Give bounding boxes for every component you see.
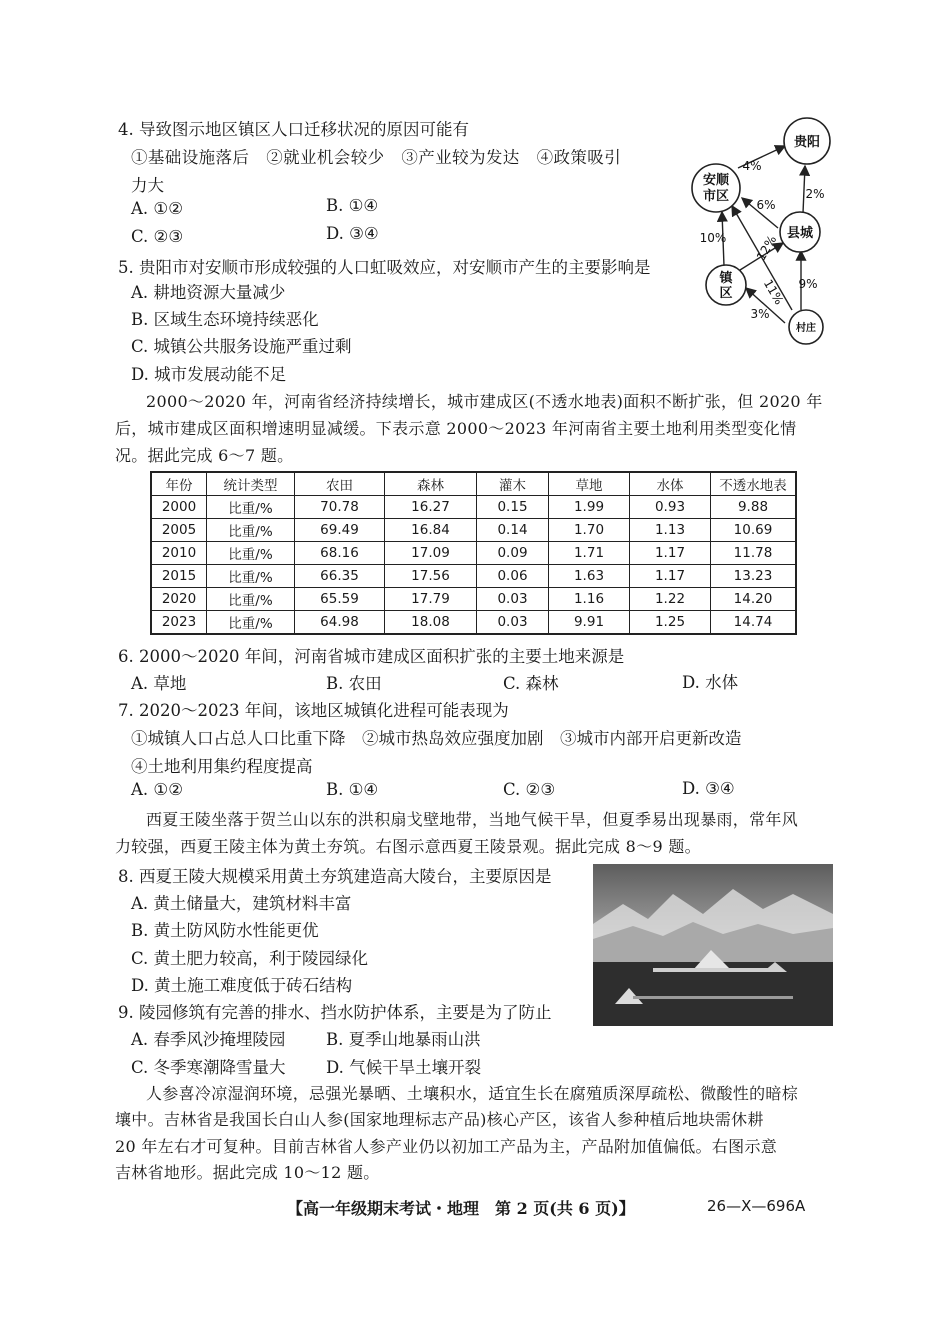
q5-option-a: A. 耕地资源大量减少 — [131, 283, 286, 302]
label-cunzhuang: 村庄 — [796, 323, 816, 334]
table-cell: 69.49 — [295, 519, 385, 542]
page-footer-title: 【高一年级期末考试・地理 第 2 页(共 6 页)】 — [287, 1199, 635, 1218]
table-cell: 14.74 — [711, 611, 797, 635]
table-cell: 比重/% — [207, 496, 295, 519]
table-header: 森林 — [385, 472, 477, 496]
q8-stem: 8. 西夏王陵大规模采用黄土夯筑建造高大陵台，主要原因是 — [118, 867, 552, 886]
table-cell: 1.63 — [549, 565, 630, 588]
q9-option-b: B. 夏季山地暴雨山洪 — [326, 1030, 481, 1049]
table-cell: 1.17 — [630, 542, 711, 565]
table-cell: 2023 — [151, 611, 207, 635]
table-cell: 2000 — [151, 496, 207, 519]
table-cell: 1.22 — [630, 588, 711, 611]
exam-code: 26—X—696A — [707, 1197, 806, 1215]
q5-option-d: D. 城市发展动能不足 — [131, 365, 287, 384]
q7-options-line1: ①城镇人口占总人口比重下降 ②城市热岛效应强度加剧 ③城市内部开启更新改造 — [131, 729, 742, 748]
q6-option-b: B. 农田 — [326, 674, 382, 693]
table-cell: 比重/% — [207, 542, 295, 565]
table-row — [151, 542, 796, 565]
q9-option-a: A. 春季风沙掩埋陵园 — [131, 1030, 286, 1049]
table-cell: 9.91 — [549, 611, 630, 635]
table-cell: 17.79 — [385, 588, 477, 611]
table-cell: 17.09 — [385, 542, 477, 565]
q6-stem: 6. 2000～2020 年间，河南省城市建成区面积扩张的主要土地来源是 — [118, 647, 625, 666]
table-cell: 0.03 — [477, 611, 549, 635]
q4-option-d: D. ③④ — [326, 224, 379, 243]
label-anshun-2: 市区 — [702, 189, 730, 204]
table-cell: 比重/% — [207, 588, 295, 611]
table-cell: 11.78 — [711, 542, 797, 565]
q8-option-d: D. 黄土施工难度低于砖石结构 — [131, 976, 353, 995]
q5-stem: 5. 贵阳市对安顺市形成较强的人口虹吸效应，对安顺市产生的主要影响是 — [118, 258, 651, 277]
q7-option-c: C. ②③ — [503, 780, 556, 799]
table-cell: 13.23 — [711, 565, 797, 588]
q9-stem: 9. 陵园修筑有完善的排水、挡水防护体系，主要是为了防止 — [118, 1003, 552, 1022]
pct-zhen-xiancheng: 11% — [760, 276, 787, 308]
table-cell: 2015 — [151, 565, 207, 588]
table-cell: 0.93 — [630, 496, 711, 519]
passage3-line3: 20 年左右才可复种。目前吉林省人参产业仍以初加工产品为主，产品附加值偏低。右图示意 — [115, 1137, 778, 1156]
table-cell: 比重/% — [207, 565, 295, 588]
q4-stem: 4. 导致图示地区镇区人口迁移状况的原因可能有 — [118, 120, 469, 139]
q4-options-line2: 力大 — [131, 176, 164, 195]
label-guiyang: 贵阳 — [793, 135, 821, 150]
table-cell: 0.09 — [477, 542, 549, 565]
q9-option-d: D. 气候干旱土壤开裂 — [326, 1058, 482, 1077]
table-cell: 1.99 — [549, 496, 630, 519]
table-header: 统计类型 — [207, 472, 295, 496]
q5-option-b: B. 区域生态环境持续恶化 — [131, 310, 319, 329]
q8-option-a: A. 黄土储量大，建筑材料丰富 — [131, 894, 352, 913]
label-zhen-1: 镇 — [719, 271, 733, 286]
migration-diagram — [680, 108, 860, 348]
table-row — [151, 588, 796, 611]
table-cell: 10.69 — [711, 519, 797, 542]
table-cell: 65.59 — [295, 588, 385, 611]
node-anshun — [692, 164, 740, 212]
q6-option-d: D. 水体 — [682, 673, 739, 692]
pct-cun-anshun: 12% — [753, 232, 780, 264]
xixia-tombs-photo — [593, 864, 833, 1026]
table-cell: 1.17 — [630, 565, 711, 588]
q4-option-c: C. ②③ — [131, 227, 184, 246]
pct-anshun-guiyang: 4% — [742, 159, 762, 173]
pct-cun-zhen: 3% — [750, 307, 770, 321]
table-cell: 18.08 — [385, 611, 477, 635]
table-cell: 70.78 — [295, 496, 385, 519]
table-cell: 1.13 — [630, 519, 711, 542]
passage3-line1: 人参喜冷凉湿润环境，忌强光暴晒、土壤积水，适宜生长在腐殖质深厚疏松、微酸性的暗棕 — [146, 1084, 799, 1103]
label-xiancheng: 县城 — [786, 226, 814, 241]
q8-option-c: C. 黄土肥力较高，利于陵园绿化 — [131, 949, 369, 968]
table-header: 年份 — [151, 472, 207, 496]
table-cell: 66.35 — [295, 565, 385, 588]
table-row — [151, 565, 796, 588]
table-row — [151, 519, 796, 542]
table-cell: 2005 — [151, 519, 207, 542]
passage1-line1: 2000～2020 年，河南省经济持续增长，城市建成区(不透水地表)面积不断扩张，但 2020 年 — [146, 392, 823, 411]
table-cell: 2020 — [151, 588, 207, 611]
q9-option-c: C. 冬季寒潮降雪量大 — [131, 1058, 286, 1077]
label-anshun-1: 安顺 — [702, 173, 730, 188]
passage3-line4: 吉林省地形。据此完成 10～12 题。 — [115, 1163, 380, 1182]
table-header: 农田 — [295, 472, 385, 496]
passage2-line2: 力较强，西夏王陵主体为黄土夯筑。右图示意西夏王陵景观。据此完成 8～9 题。 — [115, 837, 701, 856]
q7-option-d: D. ③④ — [682, 779, 735, 798]
table-header-row — [151, 472, 796, 496]
q7-stem: 7. 2020～2023 年间，该地区城镇化进程可能表现为 — [118, 701, 509, 720]
table-cell: 比重/% — [207, 519, 295, 542]
pct-xiancheng-anshun: 6% — [756, 198, 776, 212]
pct-cun-xiancheng: 9% — [798, 277, 818, 291]
table-cell: 0.06 — [477, 565, 549, 588]
table-cell: 1.25 — [630, 611, 711, 635]
table-cell: 0.14 — [477, 519, 549, 542]
passage3-line2: 壤中。吉林省是我国长白山人参(国家地理标志产品)核心产区，该省人参种植后地块需休耕 — [115, 1110, 764, 1129]
table-cell: 1.16 — [549, 588, 630, 611]
pct-zhen-anshun: 10% — [699, 231, 727, 245]
table-header: 水体 — [630, 472, 711, 496]
table-row — [151, 496, 796, 519]
pct-xiancheng-guiyang: 2% — [805, 187, 825, 201]
table-cell: 64.98 — [295, 611, 385, 635]
q7-option-b: B. ①④ — [326, 780, 379, 799]
q5-option-c: C. 城镇公共服务设施严重过剩 — [131, 337, 352, 356]
table-cell: 17.56 — [385, 565, 477, 588]
table-header: 灌木 — [477, 472, 549, 496]
passage1-line3: 况。据此完成 6～7 题。 — [115, 446, 294, 465]
table-cell: 2010 — [151, 542, 207, 565]
table-cell: 16.27 — [385, 496, 477, 519]
table-cell: 1.70 — [549, 519, 630, 542]
table-row — [151, 611, 796, 635]
q4-option-a: A. ①② — [131, 199, 183, 218]
passage1-line2: 后，城市建成区面积增速明显减缓。下表示意 2000～2023 年河南省主要土地利用类型变化情 — [115, 419, 797, 438]
table-header: 不透水地表 — [711, 472, 797, 496]
table-cell: 68.16 — [295, 542, 385, 565]
land-use-table — [150, 471, 797, 635]
table-header: 草地 — [549, 472, 630, 496]
table-cell: 0.03 — [477, 588, 549, 611]
table-cell: 14.20 — [711, 588, 797, 611]
table-cell: 0.15 — [477, 496, 549, 519]
table-cell: 1.71 — [549, 542, 630, 565]
table-cell: 16.84 — [385, 519, 477, 542]
label-zhen-2: 区 — [719, 286, 733, 301]
q4-option-b: B. ①④ — [326, 196, 379, 215]
passage2-line1: 西夏王陵坐落于贺兰山以东的洪积扇戈壁地带，当地气候干旱，但夏季易出现暴雨，常年风 — [146, 810, 799, 829]
q7-options-line2: ④土地利用集约程度提高 — [131, 757, 313, 776]
q6-option-c: C. 森林 — [503, 674, 559, 693]
table-cell: 比重/% — [207, 611, 295, 635]
table-cell: 9.88 — [711, 496, 797, 519]
q7-option-a: A. ①② — [131, 780, 183, 799]
q6-option-a: A. 草地 — [131, 674, 187, 693]
q4-options-line1: ①基础设施落后 ②就业机会较少 ③产业较为发达 ④政策吸引 — [131, 148, 622, 167]
q8-option-b: B. 黄土防风防水性能更优 — [131, 921, 319, 940]
